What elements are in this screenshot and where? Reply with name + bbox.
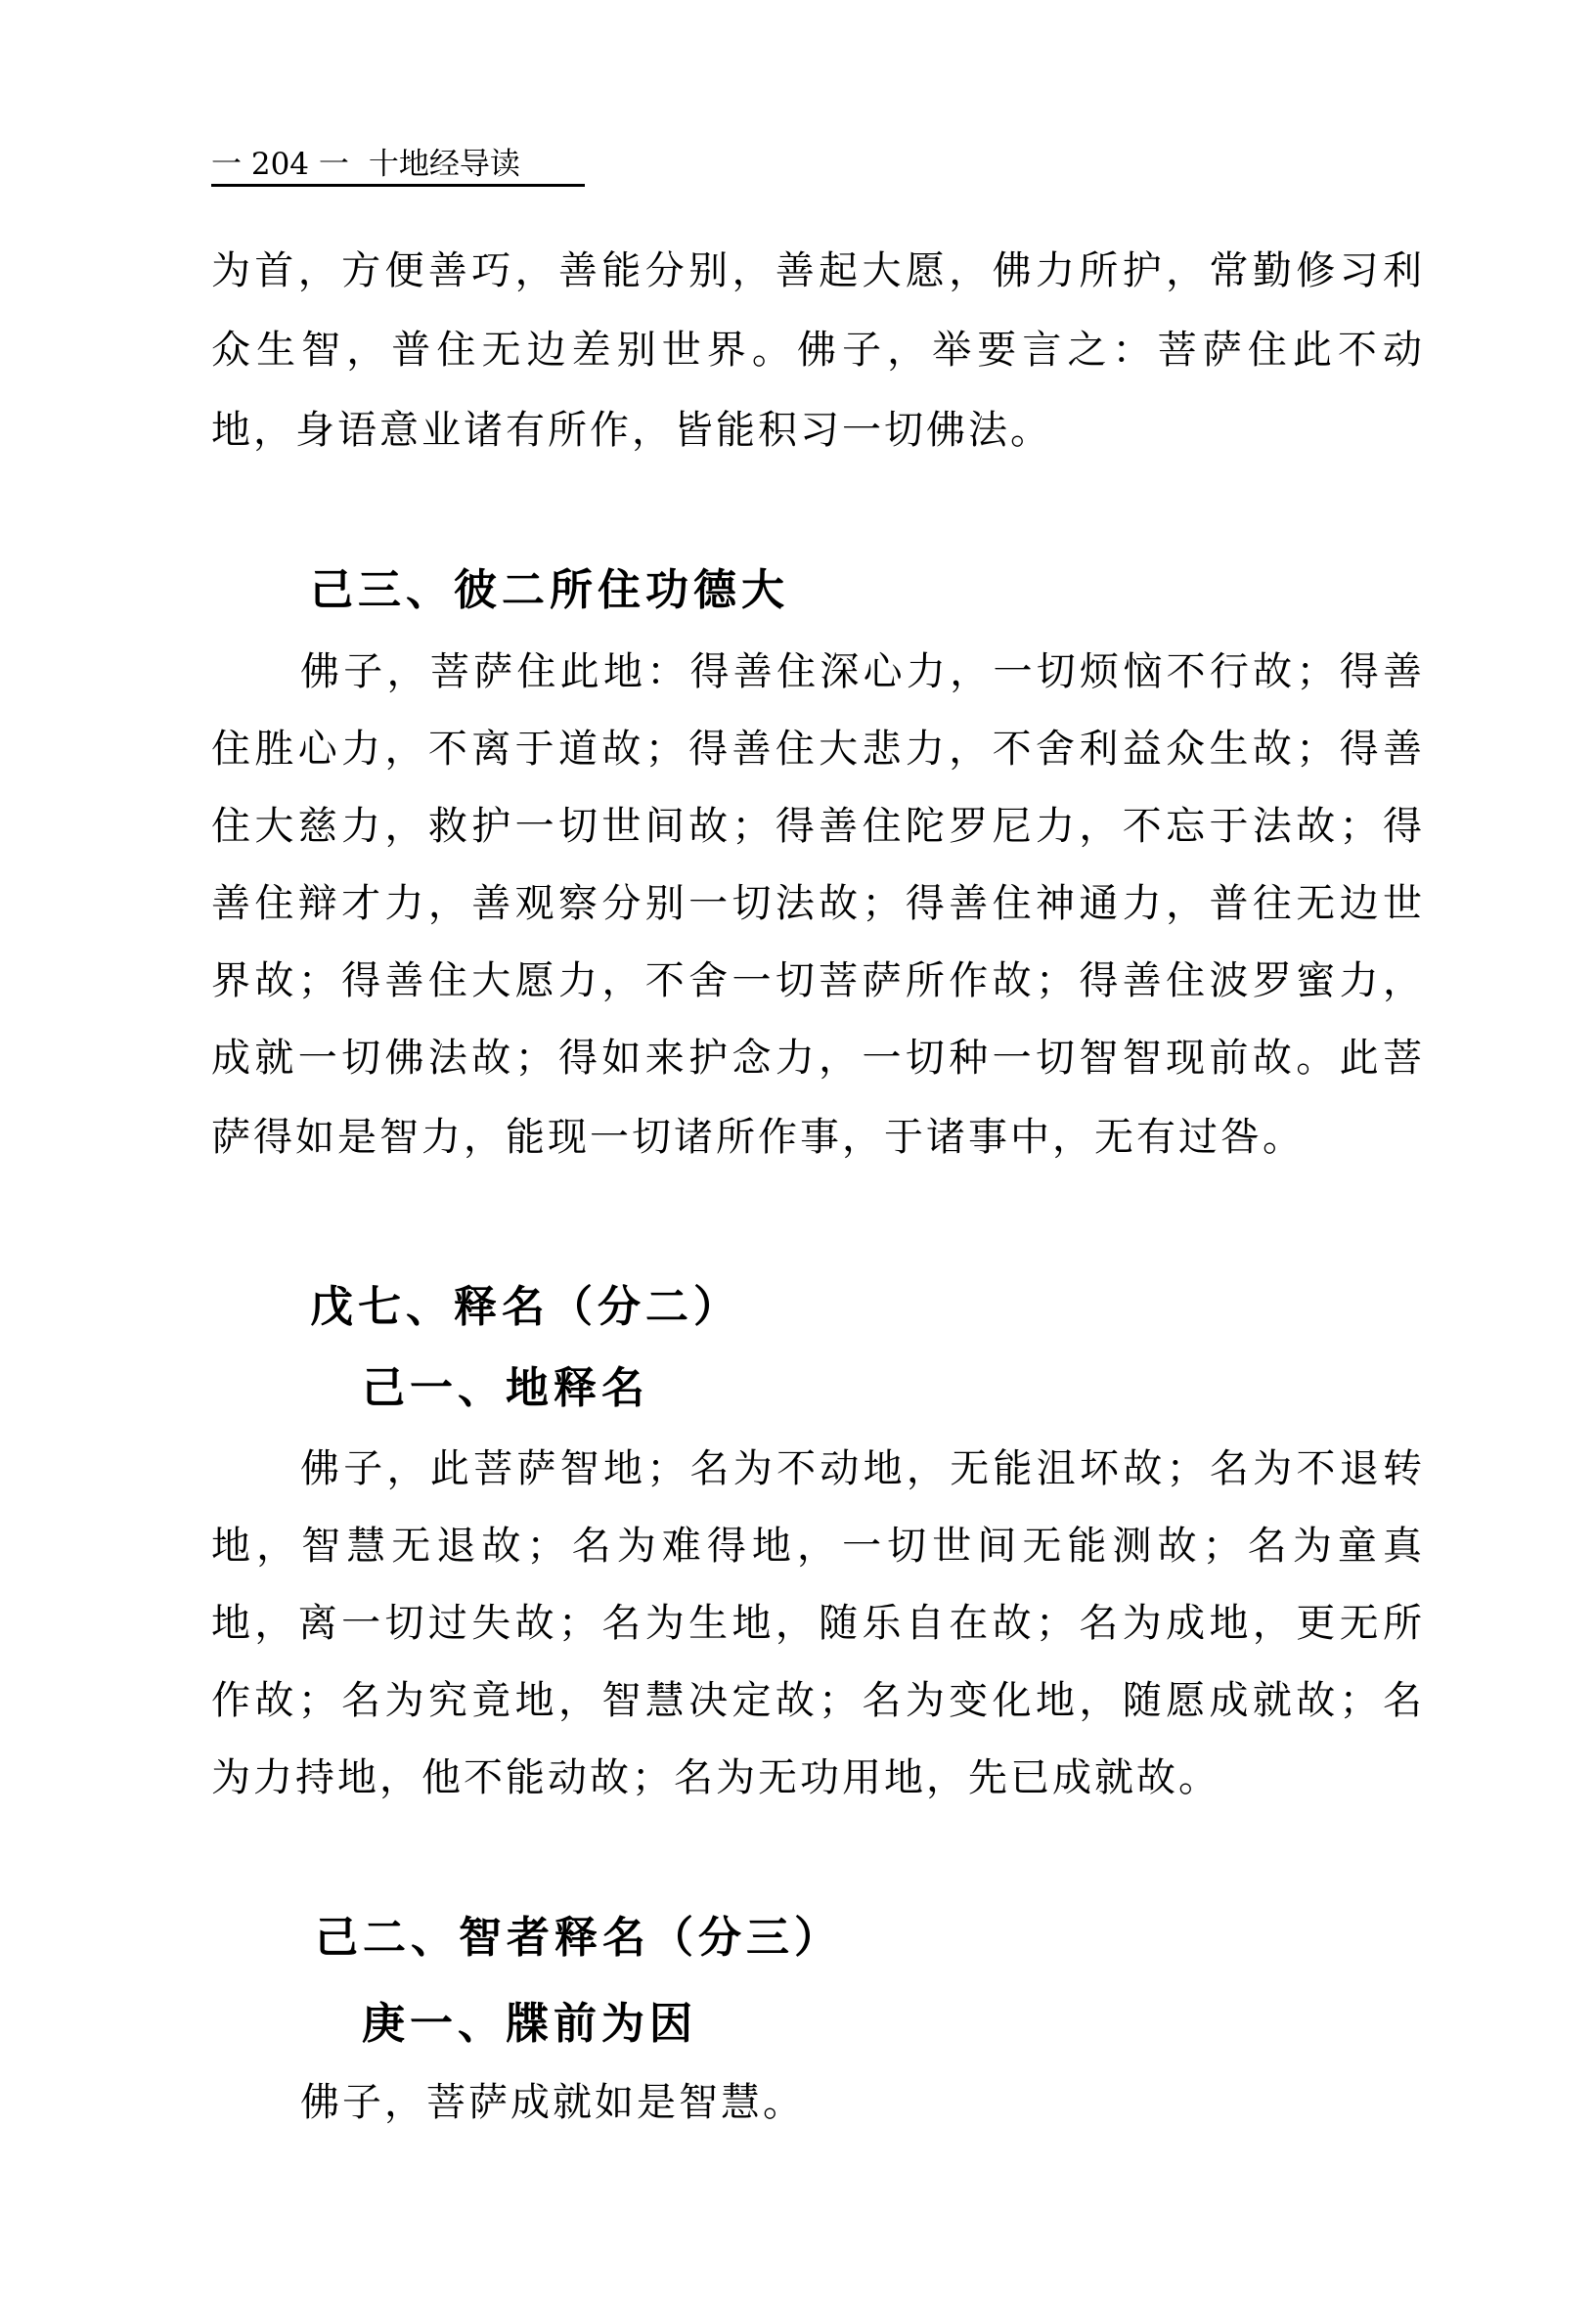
text-line: 作故；名为究竟地，智慧决定故；名为变化地，随愿成就故；名 xyxy=(211,1678,1422,1723)
text-line: 佛子，此菩萨智地；名为不动地，无能沮坏故；名为不退转 xyxy=(300,1446,1422,1491)
text-line: 佛子，菩萨成就如是智慧。 xyxy=(300,2080,805,2125)
section-heading: 己二、智者释名（分三） xyxy=(315,1913,842,1963)
text-line: 善住辩才力，善观察分别一切法故；得善住神通力，普往无边世 xyxy=(211,881,1422,926)
section-heading: 己三、彼二所住功德大 xyxy=(310,565,789,615)
text-line: 住大慈力，救护一切世间故；得善住陀罗尼力，不忘于法故；得 xyxy=(211,804,1422,849)
header-rule xyxy=(211,184,585,187)
text-line: 众生智，普住无边差别世界。佛子，举要言之：菩萨住此不动 xyxy=(211,328,1422,373)
text-line: 界故；得善住大愿力，不舍一切菩萨所作故；得善住波罗蜜力， xyxy=(211,958,1422,1003)
text-line: 为首，方便善巧，善能分别，善起大愿，佛力所护，常勤修习利 xyxy=(211,248,1422,293)
text-line: 地，身语意业诸有所作，皆能积习一切佛法。 xyxy=(211,408,1052,453)
text-line: 地，智慧无退故；名为难得地，一切世间无能测故；名为童真 xyxy=(211,1524,1422,1569)
section-heading: 庚一、牒前为因 xyxy=(362,1999,697,2049)
text-line: 为力持地，他不能动故；名为无功用地，先已成就故。 xyxy=(211,1755,1220,1800)
section-heading: 己一、地释名 xyxy=(362,1363,649,1413)
text-line: 佛子，菩萨住此地：得善住深心力，一切烦恼不行故；得善 xyxy=(300,649,1422,694)
book-title: 十地经导读 xyxy=(368,147,520,182)
text-line: 地，离一切过失故；名为生地，随乐自在故；名为成地，更无所 xyxy=(211,1601,1422,1646)
text-line: 住胜心力，不离于道故；得善住大悲力，不舍利益众生故；得善 xyxy=(211,727,1422,772)
running-header xyxy=(211,139,585,183)
section-heading: 戊七、释名（分二） xyxy=(310,1282,741,1332)
text-line: 成就一切佛法故；得如来护念力，一切种一切智智现前故。此菩 xyxy=(211,1036,1422,1081)
page-number: 一 204 一 xyxy=(211,147,349,182)
text-line: 萨得如是智力，能现一切诸所作事，于诸事中，无有过咎。 xyxy=(211,1115,1305,1160)
